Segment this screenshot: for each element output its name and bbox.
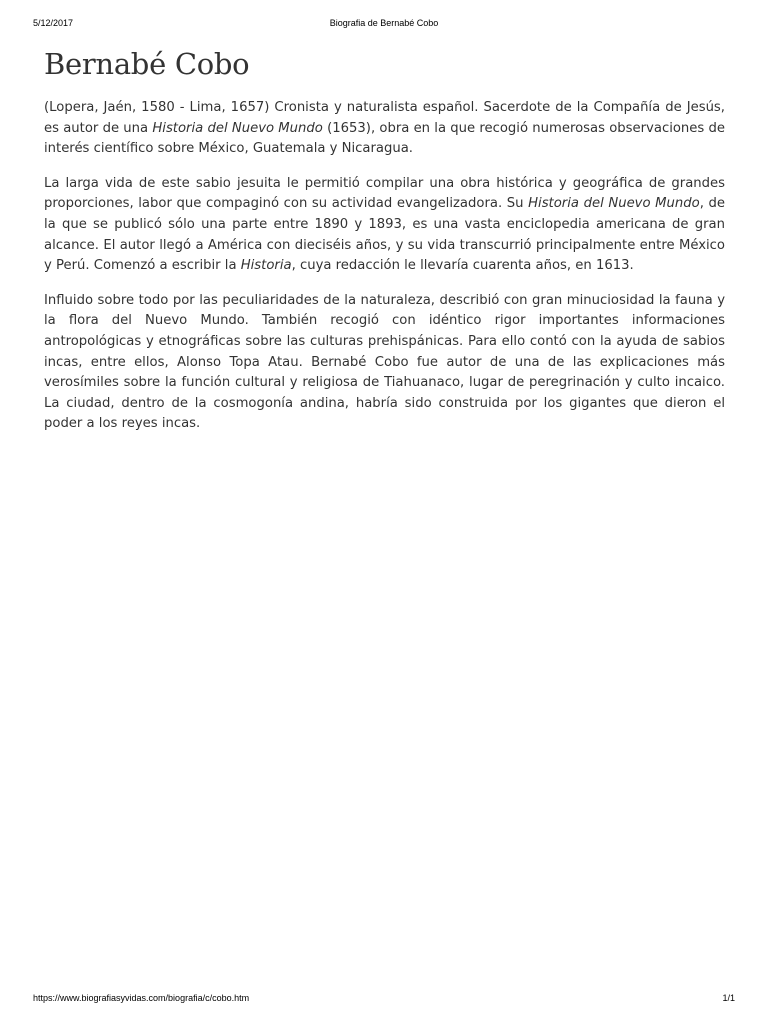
paragraph-life bbox=[44, 174, 725, 277]
book-title-short-italic: Historia bbox=[240, 258, 292, 274]
page-number: 1/1 bbox=[722, 993, 735, 1003]
book-title-italic: Historia del Nuevo Mundo bbox=[152, 120, 323, 136]
article-title: Bernabé Cobo bbox=[44, 47, 250, 81]
paragraph-work: Influido sobre todo por las peculiaridades de la naturaleza, describió con gran minuciosidad la fauna y la flora del Nuevo Mundo. También recogió con idéntico rigor importantes informaciones antropológicas y etnográficas sobre las culturas prehispánicas. Para ello contó con la ayuda de sabios incas, entre ellos, Alonso Topa Atau. Bernabé Cobo fue autor de una de las explicaciones más verosímiles sobre la función cultural y religiosa de Tiahuanaco, lugar de peregrinación y culto incaico. La ciudad, dentro de la cosmogonía andina, habría sido construida por los gigantes que dieron el poder a los reyes incas. bbox=[44, 292, 725, 432]
paragraph-life-text-end: , cuya redacción le llevaría cuarenta años, en 1613. bbox=[291, 258, 634, 274]
source-url: https://www.biografiasyvidas.com/biografia/c/cobo.htm bbox=[33, 993, 250, 1003]
print-header bbox=[33, 18, 735, 32]
book-title-italic: Historia del Nuevo Mundo bbox=[528, 196, 700, 212]
print-document-title: Biografia de Bernabé Cobo bbox=[329, 18, 439, 28]
paragraph-intro-text-end: (1653), obra en la que recogió numerosas observaciones de interés científico sobre México, Guatemala y Nicaragua. bbox=[44, 120, 725, 157]
article bbox=[44, 44, 725, 449]
paragraph-intro-text: (Lopera, Jaén, 1580 - Lima, 1657) Cronista y naturalista español. Sacerdote de la Compañía de Jesús, es autor de una bbox=[44, 100, 725, 136]
paragraph-life-text-middle: , de la que se publicó sólo una parte entre 1890 y 1893, es una vasta enciclopedia americana de gran alcance. El autor llegó a América con dieciséis años, y su vida transcurrió principalmente entre México y Perú. Comenzó a escribir la bbox=[44, 196, 725, 274]
paragraph-intro bbox=[44, 98, 725, 160]
print-footer bbox=[33, 993, 735, 1007]
print-date: 5/12/2017 bbox=[33, 18, 74, 28]
paragraph-life-text: La larga vida de este sabio jesuita le permitió compilar una obra histórica y geográfica de grandes proporciones, labor que compaginó con su actividad evangelizadora. Su bbox=[44, 175, 725, 212]
